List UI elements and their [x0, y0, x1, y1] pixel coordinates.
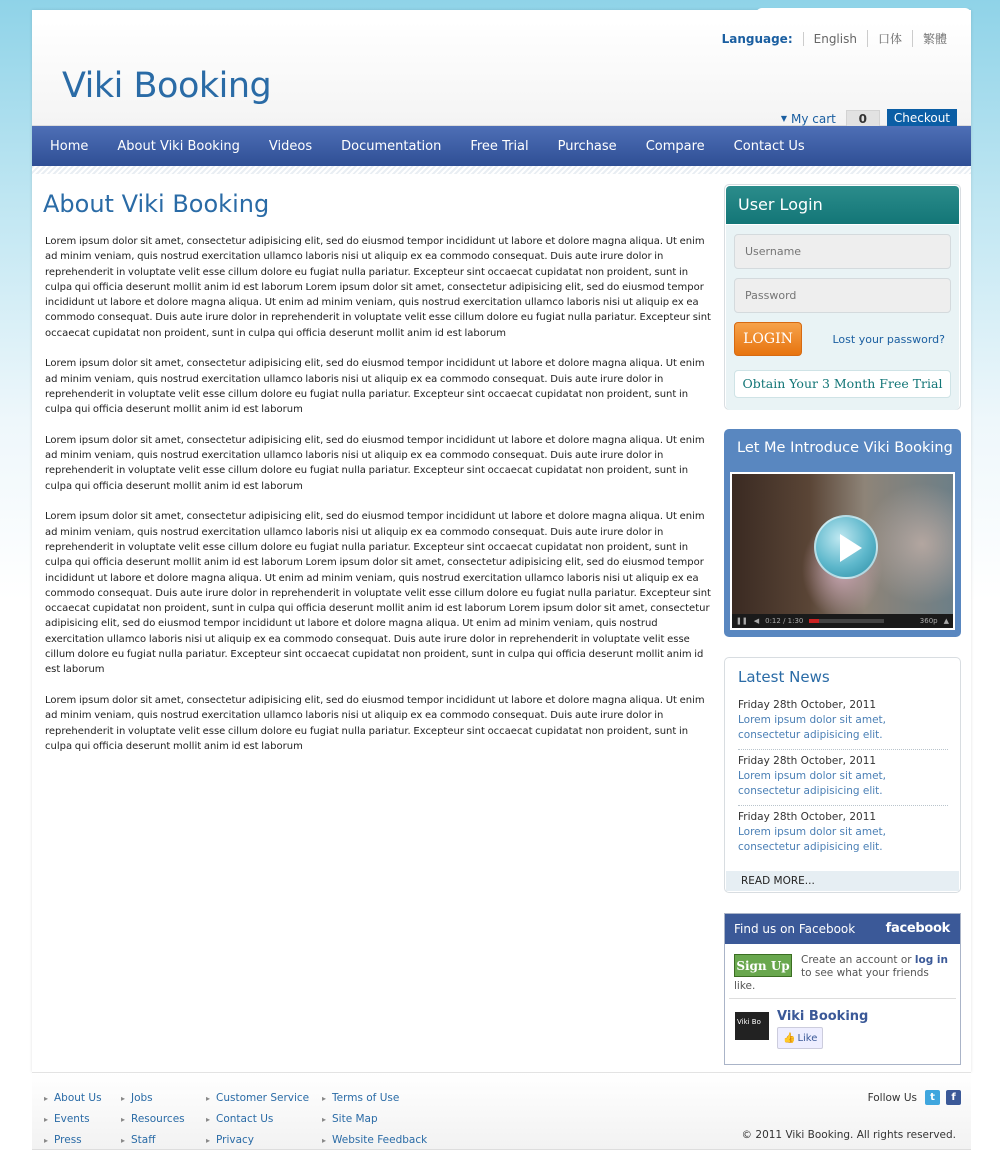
news-date: Friday 28th October, 2011 — [738, 699, 877, 711]
facebook-login-link[interactable]: log in — [914, 954, 948, 966]
follow-us — [868, 1090, 961, 1105]
news-link[interactable]: Lorem ipsum dolor sit amet, consectetur adipisicing elit. — [738, 826, 886, 853]
video-seek-fill — [809, 619, 819, 623]
news-link[interactable]: Lorem ipsum dolor sit amet, consectetur adipisicing elit. — [738, 770, 886, 797]
nav-home[interactable]: Home — [50, 138, 89, 154]
footer-col-3 — [206, 1088, 309, 1151]
username-input[interactable] — [734, 234, 951, 269]
thumbs-up-icon: 👍 — [783, 1032, 796, 1044]
twitter-icon[interactable]: t — [925, 1090, 940, 1105]
article-paragraph: Lorem ipsum dolor sit amet, consectetur adipisicing elit, sed do eiusmod tempor incididunt ut labore et dolore magna aliqua. Ut enim ad minim veniam, quis nostrud exercitation ullamco laboris nisi ut aliquip ex ea commodo consequat. Duis aute irure dolor in reprehenderit in voluptate velit esse cillum dolore eu fugiat nulla pariatur. Excepteur sint occaecat cupidatat non proident, sunt in culpa qui officia deserunt mollit anim id est laborum — [45, 434, 705, 492]
play-button[interactable] — [814, 515, 878, 579]
footer-customer-service[interactable]: ▸ Customer Service — [206, 1088, 309, 1109]
article-paragraph: Lorem ipsum dolor sit amet, consectetur adipisicing elit, sed do eiusmod tempor incididunt ut labore et dolore magna aliqua. Ut enim ad minim veniam, quis nostrud exercitation ullamco laboris nisi ut aliquip ex ea commodo consequat. Duis aute irure dolor in reprehenderit in voluptate velit esse cillum dolore eu fugiat nulla pariatur. Excepteur sint occaecat cupidatat non proident, sunt in culpa qui officia deserunt mollit anim id est laborum Lorem ipsum dolor sit amet, consectetur adipisicing elit, sed do eiusmod tempor incididunt ut labore et dolore magna aliqua. Ut enim ad minim veniam, quis nostrud exercitation ullamco laboris nisi ut aliquip ex ea commodo consequat. Duis aute irure dolor in reprehenderit in voluptate velit esse cillum dolore eu fugiat nulla pariatur. Excepteur sint occaecat cupidatat non proident, sunt in culpa qui officia deserunt mollit anim id est laborum — [45, 236, 711, 339]
facebook-like-word: like. — [734, 980, 756, 992]
play-icon — [840, 534, 862, 562]
news-link[interactable]: Lorem ipsum dolor sit amet, consectetur adipisicing elit. — [738, 714, 886, 741]
pause-icon[interactable]: ❚❚ — [736, 617, 748, 625]
login-button[interactable]: LOGIN — [734, 322, 802, 356]
footer-terms[interactable]: ▸ Terms of Use — [322, 1088, 427, 1109]
latest-news-box — [724, 657, 961, 893]
site-header — [32, 22, 971, 126]
news-date: Friday 28th October, 2011 — [738, 811, 877, 823]
facebook-header — [725, 914, 960, 944]
read-more-link[interactable]: READ MORE... — [726, 871, 959, 891]
footer-site-map[interactable]: ▸ Site Map — [322, 1109, 427, 1130]
footer-col-4 — [322, 1088, 427, 1151]
article-body — [45, 234, 713, 769]
footer-col-1 — [44, 1088, 102, 1151]
user-login-title: User Login — [726, 186, 959, 224]
nav-free-trial[interactable]: Free Trial — [470, 138, 529, 154]
fullscreen-icon[interactable]: ▲ — [943, 617, 949, 625]
main-nav — [32, 126, 971, 166]
cart-count: 0 — [846, 110, 880, 128]
nav-purchase[interactable]: Purchase — [557, 138, 617, 154]
nav-compare[interactable]: Compare — [645, 138, 705, 154]
password-input[interactable] — [734, 278, 951, 313]
site-footer — [32, 1072, 971, 1150]
footer-privacy[interactable]: ▸ Privacy — [206, 1130, 309, 1151]
news-date: Friday 28th October, 2011 — [738, 755, 877, 767]
nav-videos[interactable]: Videos — [268, 138, 313, 154]
free-trial-button[interactable]: Obtain Your 3 Month Free Trial — [734, 370, 951, 398]
facebook-page — [725, 999, 960, 1049]
article-paragraph: Lorem ipsum dolor sit amet, consectetur adipisicing elit, sed do eiusmod tempor incididunt ut labore et dolore magna aliqua. Ut enim ad minim veniam, quis nostrud exercitation ullamco laboris nisi ut aliquip ex ea commodo consequat. Duis aute irure dolor in reprehenderit in voluptate velit esse cillum dolore eu fugiat nulla pariatur. Excepteur sint occaecat cupidatat non proident, sunt in culpa qui officia deserunt mollit anim id est laborum Lorem ipsum dolor sit amet, consectetur adipisicing elit, sed do eiusmod tempor incididunt ut labore et dolore magna aliqua. Ut enim ad minim veniam, quis nostrud exercitation ullamco laboris nisi ut aliquip ex ea commodo consequat. Duis aute irure dolor in reprehenderit in voluptate velit esse cillum dolore eu fugiat nulla pariatur. Excepteur sint occaecat cupidatat non proident, sunt in culpa qui officia deserunt mollit anim id est laborum Lorem ipsum dolor sit amet, consectetur adipisicing elit, sed do eiusmod tempor incididunt ut labore et dolore magna aliqua. Ut enim ad minim veniam, quis nostrud exercitation ullamco laboris nisi ut aliquip ex ea commodo consequat. Duis aute irure dolor in reprehenderit in voluptate velit esse cillum dolore eu fugiat nulla pariatur. Excepteur sint occaecat cupidatat non proident, sunt in culpa qui officia deserunt mollit anim id est laborum — [45, 511, 711, 676]
footer-events[interactable]: ▸ Events — [44, 1109, 102, 1130]
intro-video-title: Let Me Introduce Viki Booking — [737, 440, 953, 456]
facebook-logo: facebook — [885, 921, 950, 936]
news-item — [738, 806, 948, 861]
page-title: About Viki Booking — [43, 190, 270, 218]
footer-staff[interactable]: ▸ Staff — [121, 1130, 185, 1151]
facebook-create-text — [801, 954, 952, 980]
facebook-icon[interactable]: f — [946, 1090, 961, 1105]
page-container — [32, 10, 971, 1072]
video-time: 0:12 / 1:30 — [765, 617, 804, 625]
cart-arrow-icon: ▼ — [780, 114, 787, 123]
site-logo[interactable]: Viki Booking — [62, 66, 272, 106]
latest-news-title: Latest News — [738, 668, 830, 686]
facebook-signup-row — [725, 944, 960, 980]
user-login-body — [726, 225, 959, 410]
article-paragraph: Lorem ipsum dolor sit amet, consectetur adipisicing elit, sed do eiusmod tempor incididunt ut labore et dolore magna aliqua. Ut enim ad minim veniam, quis nostrud exercitation ullamco laboris nisi ut aliquip ex ea commodo consequat. Duis aute irure dolor in reprehenderit in voluptate velit esse cillum dolore eu fugiat nulla pariatur. Excepteur sint occaecat cupidatat non proident, sunt in culpa qui officia deserunt mollit anim id est laborum — [45, 694, 705, 752]
footer-jobs[interactable]: ▸ Jobs — [121, 1088, 185, 1109]
footer-col-2 — [121, 1088, 185, 1151]
language-switcher — [722, 30, 957, 47]
facebook-title: Find us on Facebook — [734, 922, 856, 936]
news-item — [738, 750, 948, 806]
video-player[interactable] — [730, 472, 955, 630]
copyright: © 2011 Viki Booking. All rights reserved. — [741, 1129, 956, 1141]
facebook-page-thumbnail[interactable]: Viki Bo — [735, 1012, 769, 1040]
facebook-widget — [724, 913, 961, 1065]
volume-icon[interactable]: ◀ — [753, 617, 760, 625]
nav-contact[interactable]: Contact Us — [733, 138, 805, 154]
footer-contact-us[interactable]: ▸ Contact Us — [206, 1109, 309, 1130]
language-traditional[interactable]: 繁體 — [912, 30, 957, 47]
language-label: Language: — [721, 31, 793, 46]
facebook-page-name[interactable]: Viki Booking — [777, 1009, 869, 1024]
video-controls — [732, 614, 953, 628]
footer-resources[interactable]: ▸ Resources — [121, 1109, 185, 1130]
checkout-button[interactable]: Checkout — [887, 109, 957, 128]
footer-about-us[interactable]: ▸ About Us — [44, 1088, 102, 1109]
nav-documentation[interactable]: Documentation — [341, 138, 442, 154]
news-item — [738, 694, 948, 750]
video-quality[interactable]: 360p — [919, 617, 938, 625]
article-paragraph: Lorem ipsum dolor sit amet, consectetur adipisicing elit, sed do eiusmod tempor incididunt ut labore et dolore magna aliqua. Ut enim ad minim veniam, quis nostrud exercitation ullamco laboris nisi ut aliquip ex ea commodo consequat. Duis aute irure dolor in reprehenderit in voluptate velit esse cillum dolore eu fugiat nulla pariatur. Excepteur sint occaecat cupidatat non proident, sunt in culpa qui officia deserunt mollit anim id est laborum — [45, 358, 705, 416]
my-cart-link[interactable]: My cart — [791, 111, 836, 126]
language-simplified[interactable]: 口体 — [867, 30, 912, 47]
facebook-page-info — [777, 1009, 868, 1049]
lost-password-link[interactable]: Lost your password? — [832, 332, 945, 346]
facebook-signup-button[interactable]: Sign Up — [734, 954, 792, 977]
login-actions — [734, 322, 951, 356]
intro-video-box — [724, 429, 961, 637]
nav-about[interactable]: About Viki Booking — [117, 138, 240, 154]
facebook-like-button[interactable] — [777, 1027, 823, 1049]
user-login-box — [724, 184, 961, 410]
video-seek-bar[interactable] — [809, 619, 884, 623]
footer-press[interactable]: ▸ Press — [44, 1130, 102, 1151]
footer-feedback[interactable]: ▸ Website Feedback — [322, 1130, 427, 1151]
follow-us-label: Follow Us — [867, 1091, 917, 1104]
nav-stripe-divider — [32, 166, 971, 174]
language-english[interactable]: English — [803, 32, 867, 46]
facebook-create-post: to see what your friends — [801, 967, 929, 979]
facebook-like-label: Like — [797, 1032, 818, 1044]
facebook-create-pre: Create an account or — [801, 954, 912, 966]
